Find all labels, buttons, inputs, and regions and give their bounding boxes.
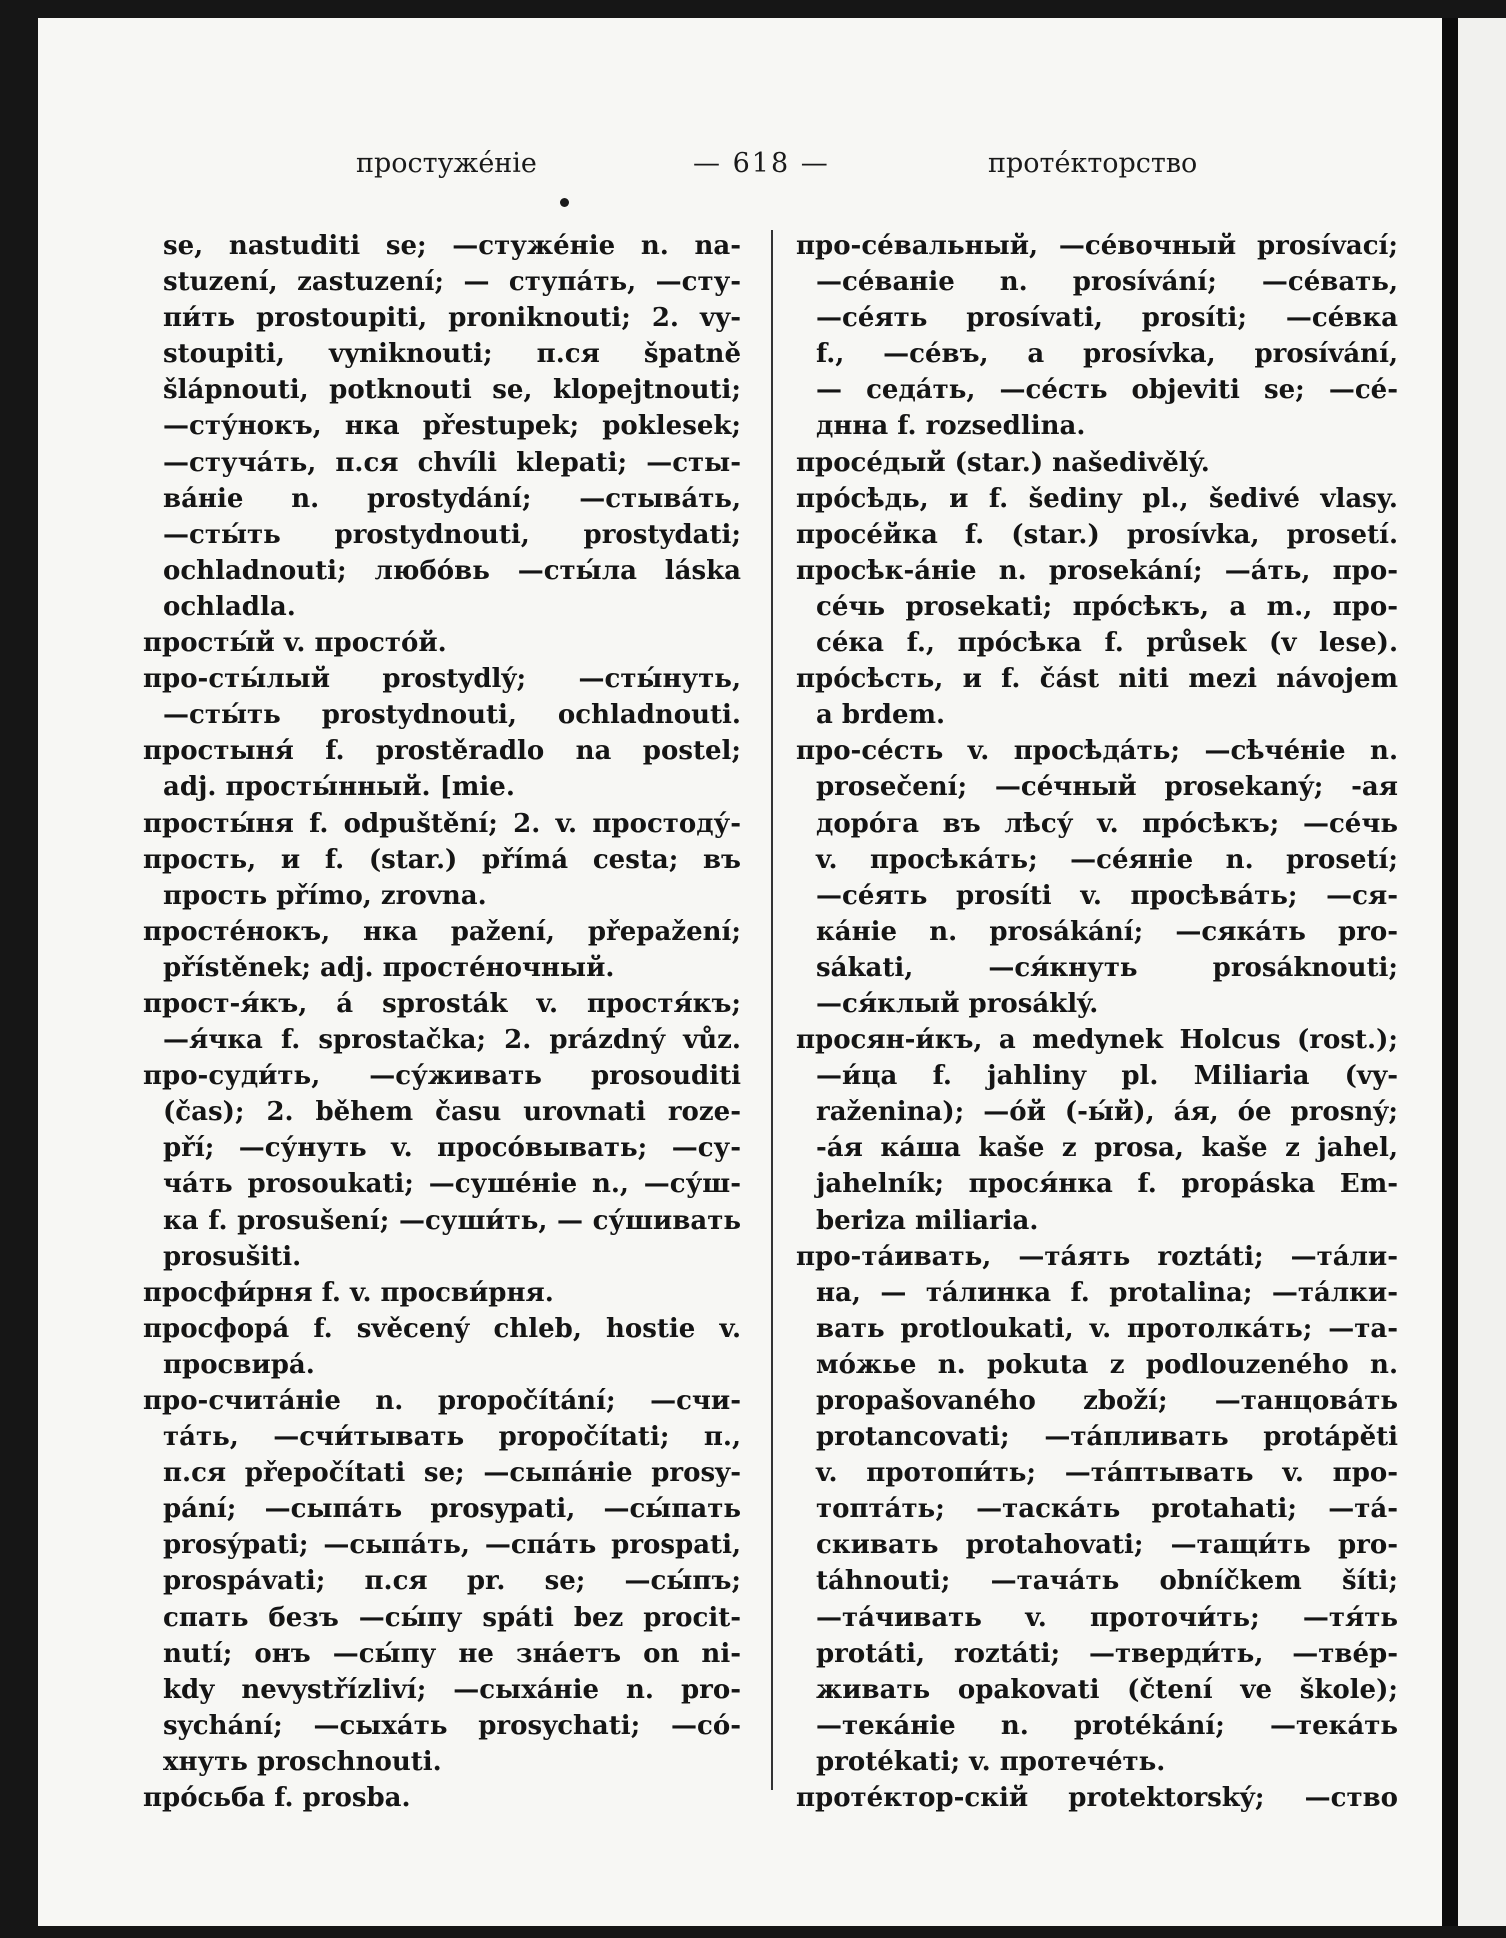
dictionary-line: се́ка f., про́сѣка f. průsek (v lese).	[816, 628, 1398, 659]
dictionary-line: propašovaného zboží; —танцова́ть	[816, 1386, 1398, 1416]
dictionary-line: prosušiti.	[163, 1241, 302, 1272]
dictionary-line: про-счита́ніе n. propočítání; —счи-	[143, 1386, 741, 1416]
dictionary-line: sychání; —сыха́ть prosychati; —со́-	[163, 1710, 741, 1741]
dictionary-line: —се́ять prosívati, prosíti; —се́вка	[816, 303, 1398, 334]
dictionary-line: prosečení; —се́чный prosekaný; -ая	[816, 772, 1398, 803]
header-left-guide-word: простуже́ніе	[356, 148, 537, 179]
dictionary-line: —се́ять prosíti v. просѣва́ть; —ся-	[816, 880, 1398, 911]
dictionary-line: beriza miliaria.	[816, 1205, 1039, 1236]
dictionary-line: v. протопи́ть; —та́птывать v. про-	[816, 1458, 1398, 1489]
dictionary-line: pří; —су́нуть v. просо́вывать; —су-	[163, 1133, 741, 1164]
dictionary-line: простыня́ f. prostěradlo na postel;	[143, 736, 741, 767]
dictionary-line: stoupiti, vyniknouti; п.ся špatně	[163, 339, 741, 370]
dictionary-line: хнуть proschnouti.	[163, 1746, 442, 1777]
dictionary-line: adj. просты́нный. [mie.	[163, 772, 515, 803]
dictionary-line: jahelník; прося́нка f. propáska Em-	[816, 1169, 1398, 1200]
dictionary-line: šlápnouti, potknouti se, klopejtnouti;	[163, 375, 741, 406]
dictionary-line: про́сѣдь, и f. šediny pl., šedivé vlasy.	[796, 483, 1398, 514]
dictionary-line: —тека́ніе n. protékání; —тека́ть	[816, 1710, 1398, 1741]
dictionary-line: скивать protahovati; —тащи́ть pro-	[816, 1530, 1398, 1561]
dictionary-line: -а́я ка́ша kaše z prosa, kaše z jahel,	[816, 1133, 1398, 1164]
dictionary-line: pání; —сыпа́ть prosypati, —сы́пать	[163, 1494, 741, 1525]
dictionary-line: prospávati; п.ся pr. se; —сы́пъ;	[163, 1566, 741, 1597]
dictionary-line: проте́ктор-скій protektorský; —ство	[796, 1783, 1398, 1814]
dictionary-line: —ся́клый prosáklý.	[816, 988, 1099, 1019]
dictionary-line: protancovati; —та́пливать protápěti	[816, 1422, 1398, 1453]
dictionary-line: про-се́сть v. просѣда́ть; —сѣче́ніе n.	[796, 736, 1398, 767]
dictionary-line: sákati, —ся́кнуть prosáknouti;	[816, 952, 1398, 983]
dictionary-line: доро́га въ лѣсу́ v. про́сѣкъ; —се́чь	[816, 808, 1398, 839]
dictionary-line: —сты́ть prostydnouti, prostydati;	[163, 519, 741, 550]
dictionary-line: про-та́ивать, —та́ять roztáti; —та́ли-	[796, 1241, 1398, 1272]
dictionary-line: ка f. prosušení; —суши́ть, — су́шивать	[163, 1205, 741, 1236]
dictionary-line: — седа́ть, —се́сть objeviti se; —се́-	[816, 375, 1398, 406]
dictionary-line: на, — та́линка f. protalina; —та́лки-	[816, 1277, 1398, 1308]
dictionary-line: се́чь prosekati; про́сѣкъ, а m., про-	[816, 591, 1398, 622]
dictionary-line: nutí; онъ —сы́пу не зна́етъ on ni-	[163, 1638, 741, 1669]
dictionary-line: спать безъ —сы́пу spáti bez procit-	[163, 1602, 741, 1633]
dictionary-line: prosýpati; —сыпа́ть, —спа́ть prospati,	[163, 1530, 741, 1561]
dictionary-line: про́сьба f. prosba.	[143, 1783, 411, 1814]
right-column	[796, 228, 1398, 1816]
dictionary-line: просфи́рня f. v. просви́рня.	[143, 1277, 554, 1308]
dictionary-line: f., —се́въ, а prosívka, prosívání,	[816, 339, 1398, 370]
dictionary-line: про́сѣсть, и f. část niti mezi návojem	[796, 664, 1398, 695]
dictionary-line: —и́ца f. jahliny pl. Miliaria (vy-	[816, 1061, 1398, 1092]
dictionary-line: táhnouti; —тача́ть obníčkem šíti;	[816, 1566, 1398, 1597]
page-number: — 618 —	[693, 148, 830, 179]
dictionary-line: просты́ня f. odpuštění; 2. v. простоду́-	[143, 808, 741, 839]
dictionary-line: п.ся přepočítati se; —сыпа́ніе prosy-	[163, 1458, 741, 1489]
dictionary-line: просе́дый (star.) našedivělý.	[796, 447, 1210, 478]
dictionary-line: просты́й v. просто́й.	[143, 628, 447, 659]
dictionary-line: про-се́вальный, —се́вочный prosívací;	[796, 231, 1398, 261]
dictionary-line: v. просѣка́ть; —се́яніе n. prosetí;	[816, 844, 1398, 875]
page-sheet	[38, 18, 1450, 1926]
dictionary-line: живать opakovati (čtení ve škole);	[816, 1674, 1398, 1705]
dictionary-line: мо́жье n. pokuta z podlouzeného n.	[816, 1349, 1398, 1380]
dictionary-line: —я́чка f. sprostačka; 2. prázdný vůz.	[163, 1025, 741, 1056]
dictionary-line: про-суди́ть, —су́живать prosouditi	[143, 1061, 741, 1092]
dictionary-line: ка́ніе n. prosákání; —сяка́ть pro-	[816, 916, 1398, 947]
dictionary-line: —се́ваніе n. prosívání; —се́вать,	[816, 267, 1398, 298]
dictionary-line: вать protloukati, v. протолка́ть; —та-	[816, 1313, 1398, 1344]
left-column	[143, 228, 741, 1816]
dictionary-line: просвира́.	[163, 1349, 315, 1380]
dictionary-line: ва́ніе n. prostydání; —стыва́ть,	[163, 483, 741, 514]
dictionary-line: kdy nevystřízliví; —сыха́ніе n. pro-	[163, 1674, 741, 1705]
dictionary-line: (čas); 2. během času urovnati roze-	[163, 1097, 741, 1128]
dictionary-line: просѣк-а́ніе n. prosekání; —а́ть, про-	[796, 555, 1398, 586]
dictionary-line: ochladnouti; любо́вь —сты́ла láska	[163, 555, 741, 586]
dictionary-line: просте́нокъ, нка pažení, přepažení;	[143, 916, 741, 947]
dictionary-line: protékati; v. протече́ть.	[816, 1746, 1166, 1777]
dictionary-line: та́ть, —счи́тывать propočítati; п.,	[163, 1422, 741, 1453]
dictionary-line: a brdem.	[816, 700, 946, 731]
dictionary-line: stuzení, zastuzení; — ступа́ть, —сту-	[163, 267, 741, 298]
dictionary-line: топта́ть; —таска́ть protahati; —та́-	[816, 1494, 1398, 1525]
page-edge-shadow	[1442, 18, 1458, 1926]
dictionary-line: прость přímo, zrovna.	[163, 880, 487, 911]
dictionary-line: прост-я́къ, á sprosták v. простя́къ;	[143, 988, 741, 1019]
header-right-guide-word: проте́кторство	[988, 148, 1198, 179]
next-page-strip	[1458, 18, 1506, 1926]
dictionary-line: просе́йка f. (star.) prosívka, prosetí.	[796, 519, 1398, 550]
dictionary-line: —та́чивать v. проточи́ть; —тя́ть	[816, 1602, 1398, 1633]
running-head	[38, 148, 1450, 188]
dictionary-line: просян-и́къ, a medynek Holcus (rost.);	[796, 1025, 1398, 1056]
dictionary-line: прость, и f. (star.) přímá cesta; въ	[143, 844, 741, 875]
dictionary-line: se, nastuditi se; —стуже́ніе n. na-	[163, 231, 741, 261]
dictionary-line: ча́ть prosoukati; —суше́ніе n., —су́ш-	[163, 1169, 741, 1200]
dictionary-line: ochladla.	[163, 591, 296, 622]
dictionary-line: днна f. rozsedlina.	[816, 411, 1086, 442]
ink-dot	[560, 198, 569, 207]
dictionary-line: просфора́ f. svěcený chleb, hostie v.	[143, 1313, 741, 1344]
dictionary-line: пи́ть prostoupiti, proniknouti; 2. vy-	[163, 303, 741, 334]
dictionary-line: —стуча́ть, п.ся chvíli klepati; —сты-	[163, 447, 741, 478]
dictionary-line: —сту́нокъ, нка přestupek; poklesek;	[163, 411, 741, 442]
column-divider	[771, 230, 773, 1790]
dictionary-line: про-сты́лый prostydlý; —сты́нуть,	[143, 664, 741, 695]
dictionary-line: raženina); —о́й (-ы́й), а́я, о́е prosný;	[816, 1097, 1398, 1128]
dictionary-line: protáti, roztáti; —тверди́ть, —тве́р-	[816, 1638, 1398, 1669]
dictionary-line: přístěnek; adj. просте́ночный.	[163, 952, 615, 983]
dictionary-line: —сты́ть prostydnouti, ochladnouti.	[163, 700, 741, 731]
